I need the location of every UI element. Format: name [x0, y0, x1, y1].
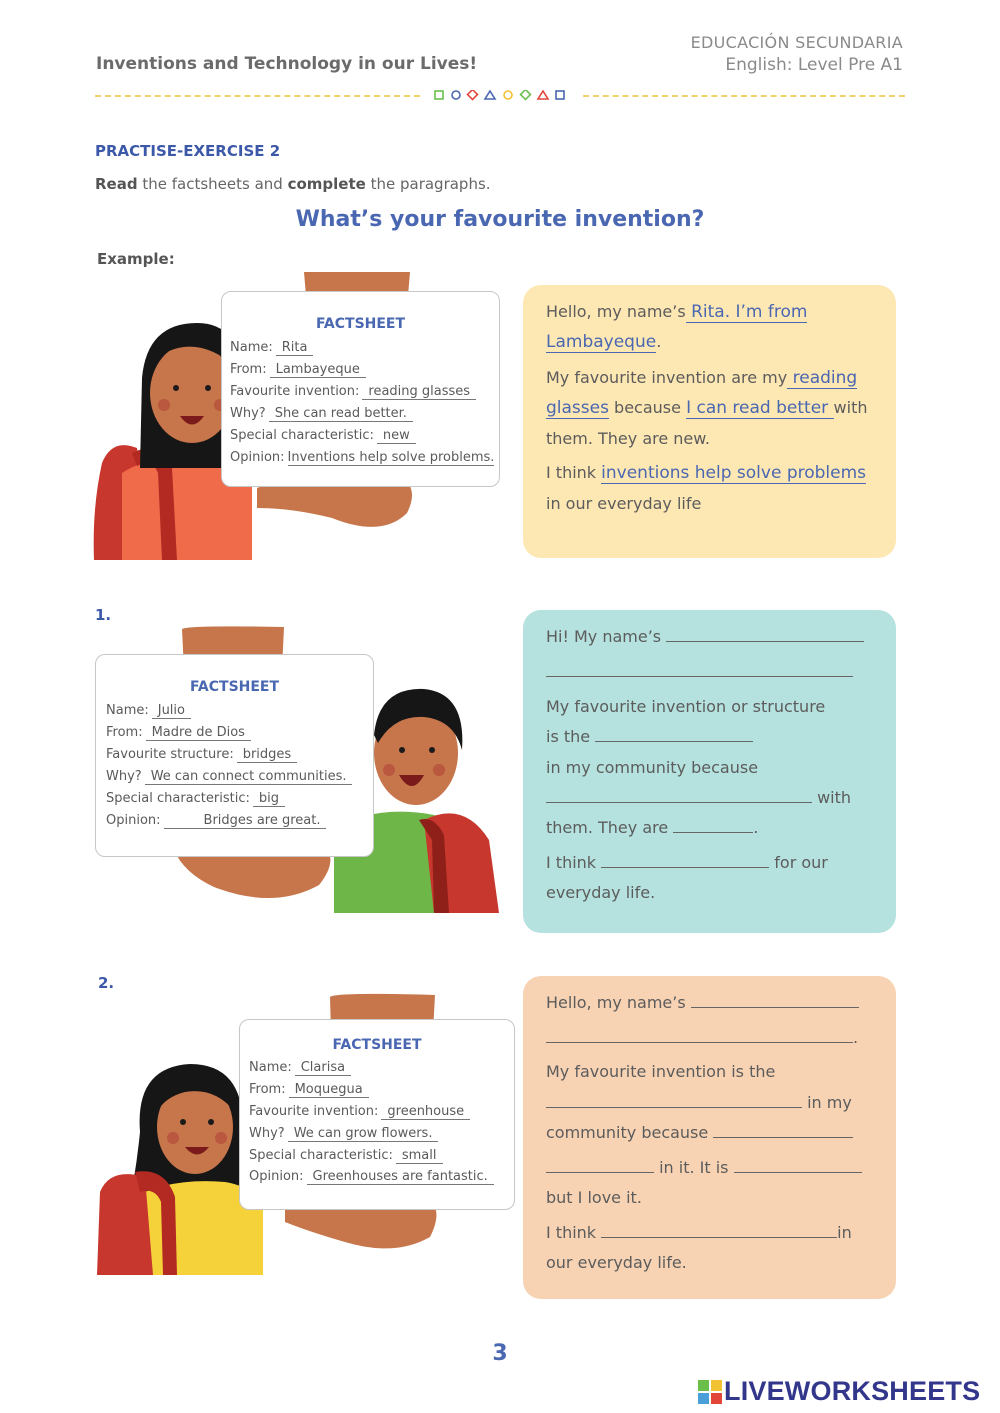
blank-field[interactable]: [601, 854, 769, 868]
paragraph-line: Hi! My name’s: [546, 627, 864, 646]
paragraph-line: everyday life.: [546, 883, 656, 902]
example-label: Example:: [97, 250, 175, 268]
factsheet-row: Opinion: Greenhouses are fantastic.: [249, 1169, 494, 1185]
factsheet-row: Why? We can grow flowers.: [249, 1126, 438, 1142]
header-divider-left: [95, 95, 420, 97]
blank-field[interactable]: [546, 789, 812, 803]
blank-field[interactable]: [546, 1159, 654, 1173]
paragraph-line: glasses because I can read better with: [546, 398, 868, 418]
paragraph-line: My favourite invention is the: [546, 1062, 776, 1081]
example-paragraph-box: [523, 285, 896, 558]
page-number: 3: [492, 1341, 508, 1366]
item-number: 2.: [98, 974, 115, 992]
paragraph-line: I think inventions help solve problems: [546, 463, 867, 483]
blank-field[interactable]: [546, 663, 853, 677]
factsheet-title: FACTSHEET: [315, 316, 406, 332]
blank-field[interactable]: [691, 994, 859, 1008]
factsheet-row: Why? She can read better.: [230, 406, 413, 422]
document-title: Inventions and Technology in our Lives!: [96, 54, 478, 74]
factsheet-row: From: Moquegua: [249, 1082, 369, 1098]
paragraph-line: in it. It is: [546, 1158, 862, 1177]
factsheet-row: Favourite invention: reading glasses: [230, 384, 476, 400]
factsheet-row: Favourite invention: greenhouse: [249, 1104, 470, 1120]
blank-field[interactable]: [601, 1224, 837, 1238]
blank-field[interactable]: [595, 728, 753, 742]
paragraph-line: is the: [546, 727, 753, 746]
factsheet-row: Opinion: Bridges are great.: [106, 813, 326, 829]
paragraph-line: My favourite invention or structure: [546, 697, 826, 716]
paragraph-line: them. They are .: [546, 818, 759, 837]
factsheet-title: FACTSHEET: [189, 679, 280, 695]
factsheet-row: From: Madre de Dios: [106, 725, 251, 741]
header-divider-right: [583, 95, 905, 97]
blank-field[interactable]: [734, 1159, 862, 1173]
paragraph-line: with: [546, 788, 851, 807]
paragraph-line: our everyday life.: [546, 1253, 687, 1272]
factsheet-row: Name: Clarisa: [249, 1060, 351, 1076]
instruction: Read the factsheets and complete the paragraphs.: [95, 175, 491, 193]
logo-icon: [698, 1380, 722, 1404]
factsheet-row: Special characteristic: new: [230, 428, 416, 444]
paragraph-line: in our everyday life: [546, 494, 702, 513]
paragraph-line: I think in: [546, 1223, 852, 1242]
education-level: EDUCACIÓN SECUNDARIA: [690, 33, 903, 52]
factsheet-row: Special characteristic: big: [106, 791, 285, 807]
paragraph-line: Hello, my name’s Rita. I’m from: [546, 302, 808, 322]
factsheet-card-julio: [95, 654, 374, 857]
factsheet-row: Special characteristic: small: [249, 1148, 443, 1164]
main-question: What’s your favourite invention?: [295, 207, 705, 232]
factsheet-row: Name: Rita: [230, 340, 313, 356]
factsheet-card-clarisa: [239, 1019, 515, 1210]
decorative-shapes: [434, 90, 568, 102]
blank-field[interactable]: [666, 628, 864, 642]
paragraph-line: Lambayeque.: [546, 332, 662, 352]
english-level: English: Level Pre A1: [725, 55, 903, 75]
blank-field[interactable]: [713, 1124, 853, 1138]
brand-name: LIVEWORKSHEETS: [724, 1376, 981, 1406]
paragraph-line: My favourite invention are my reading: [546, 368, 858, 388]
factsheet-row: Favourite structure: bridges: [106, 747, 297, 763]
factsheet-row: From: Lambayeque: [230, 362, 366, 378]
paragraph-line: community because: [546, 1123, 853, 1142]
paragraph-line: .: [546, 1028, 858, 1047]
blank-field[interactable]: [546, 1029, 853, 1043]
paragraph-line: in my community because: [546, 758, 759, 777]
factsheet-title: FACTSHEET: [332, 1037, 422, 1053]
factsheet-row: Opinion: Inventions help solve problems.: [230, 450, 495, 465]
factsheet-card-rita: [221, 291, 500, 487]
factsheet-row: Why? We can connect communities.: [106, 769, 352, 785]
paragraph-line: in my: [546, 1093, 852, 1112]
exercise-label: PRACTISE-EXERCISE 2: [95, 142, 281, 160]
paragraph-line: Hello, my name’s: [546, 993, 859, 1012]
paragraph-box-2: [523, 976, 896, 1299]
paragraph-line: I think for our: [546, 853, 828, 872]
paragraph-line: them. They are new.: [546, 429, 710, 448]
blank-field[interactable]: [546, 1094, 802, 1108]
item-number: 1.: [95, 606, 112, 624]
paragraph-box-1: [523, 610, 896, 933]
blank-field[interactable]: [673, 819, 753, 833]
paragraph-line: [546, 662, 853, 681]
paragraph-line: but I love it.: [546, 1188, 642, 1207]
factsheet-row: Name: Julio: [106, 703, 191, 719]
